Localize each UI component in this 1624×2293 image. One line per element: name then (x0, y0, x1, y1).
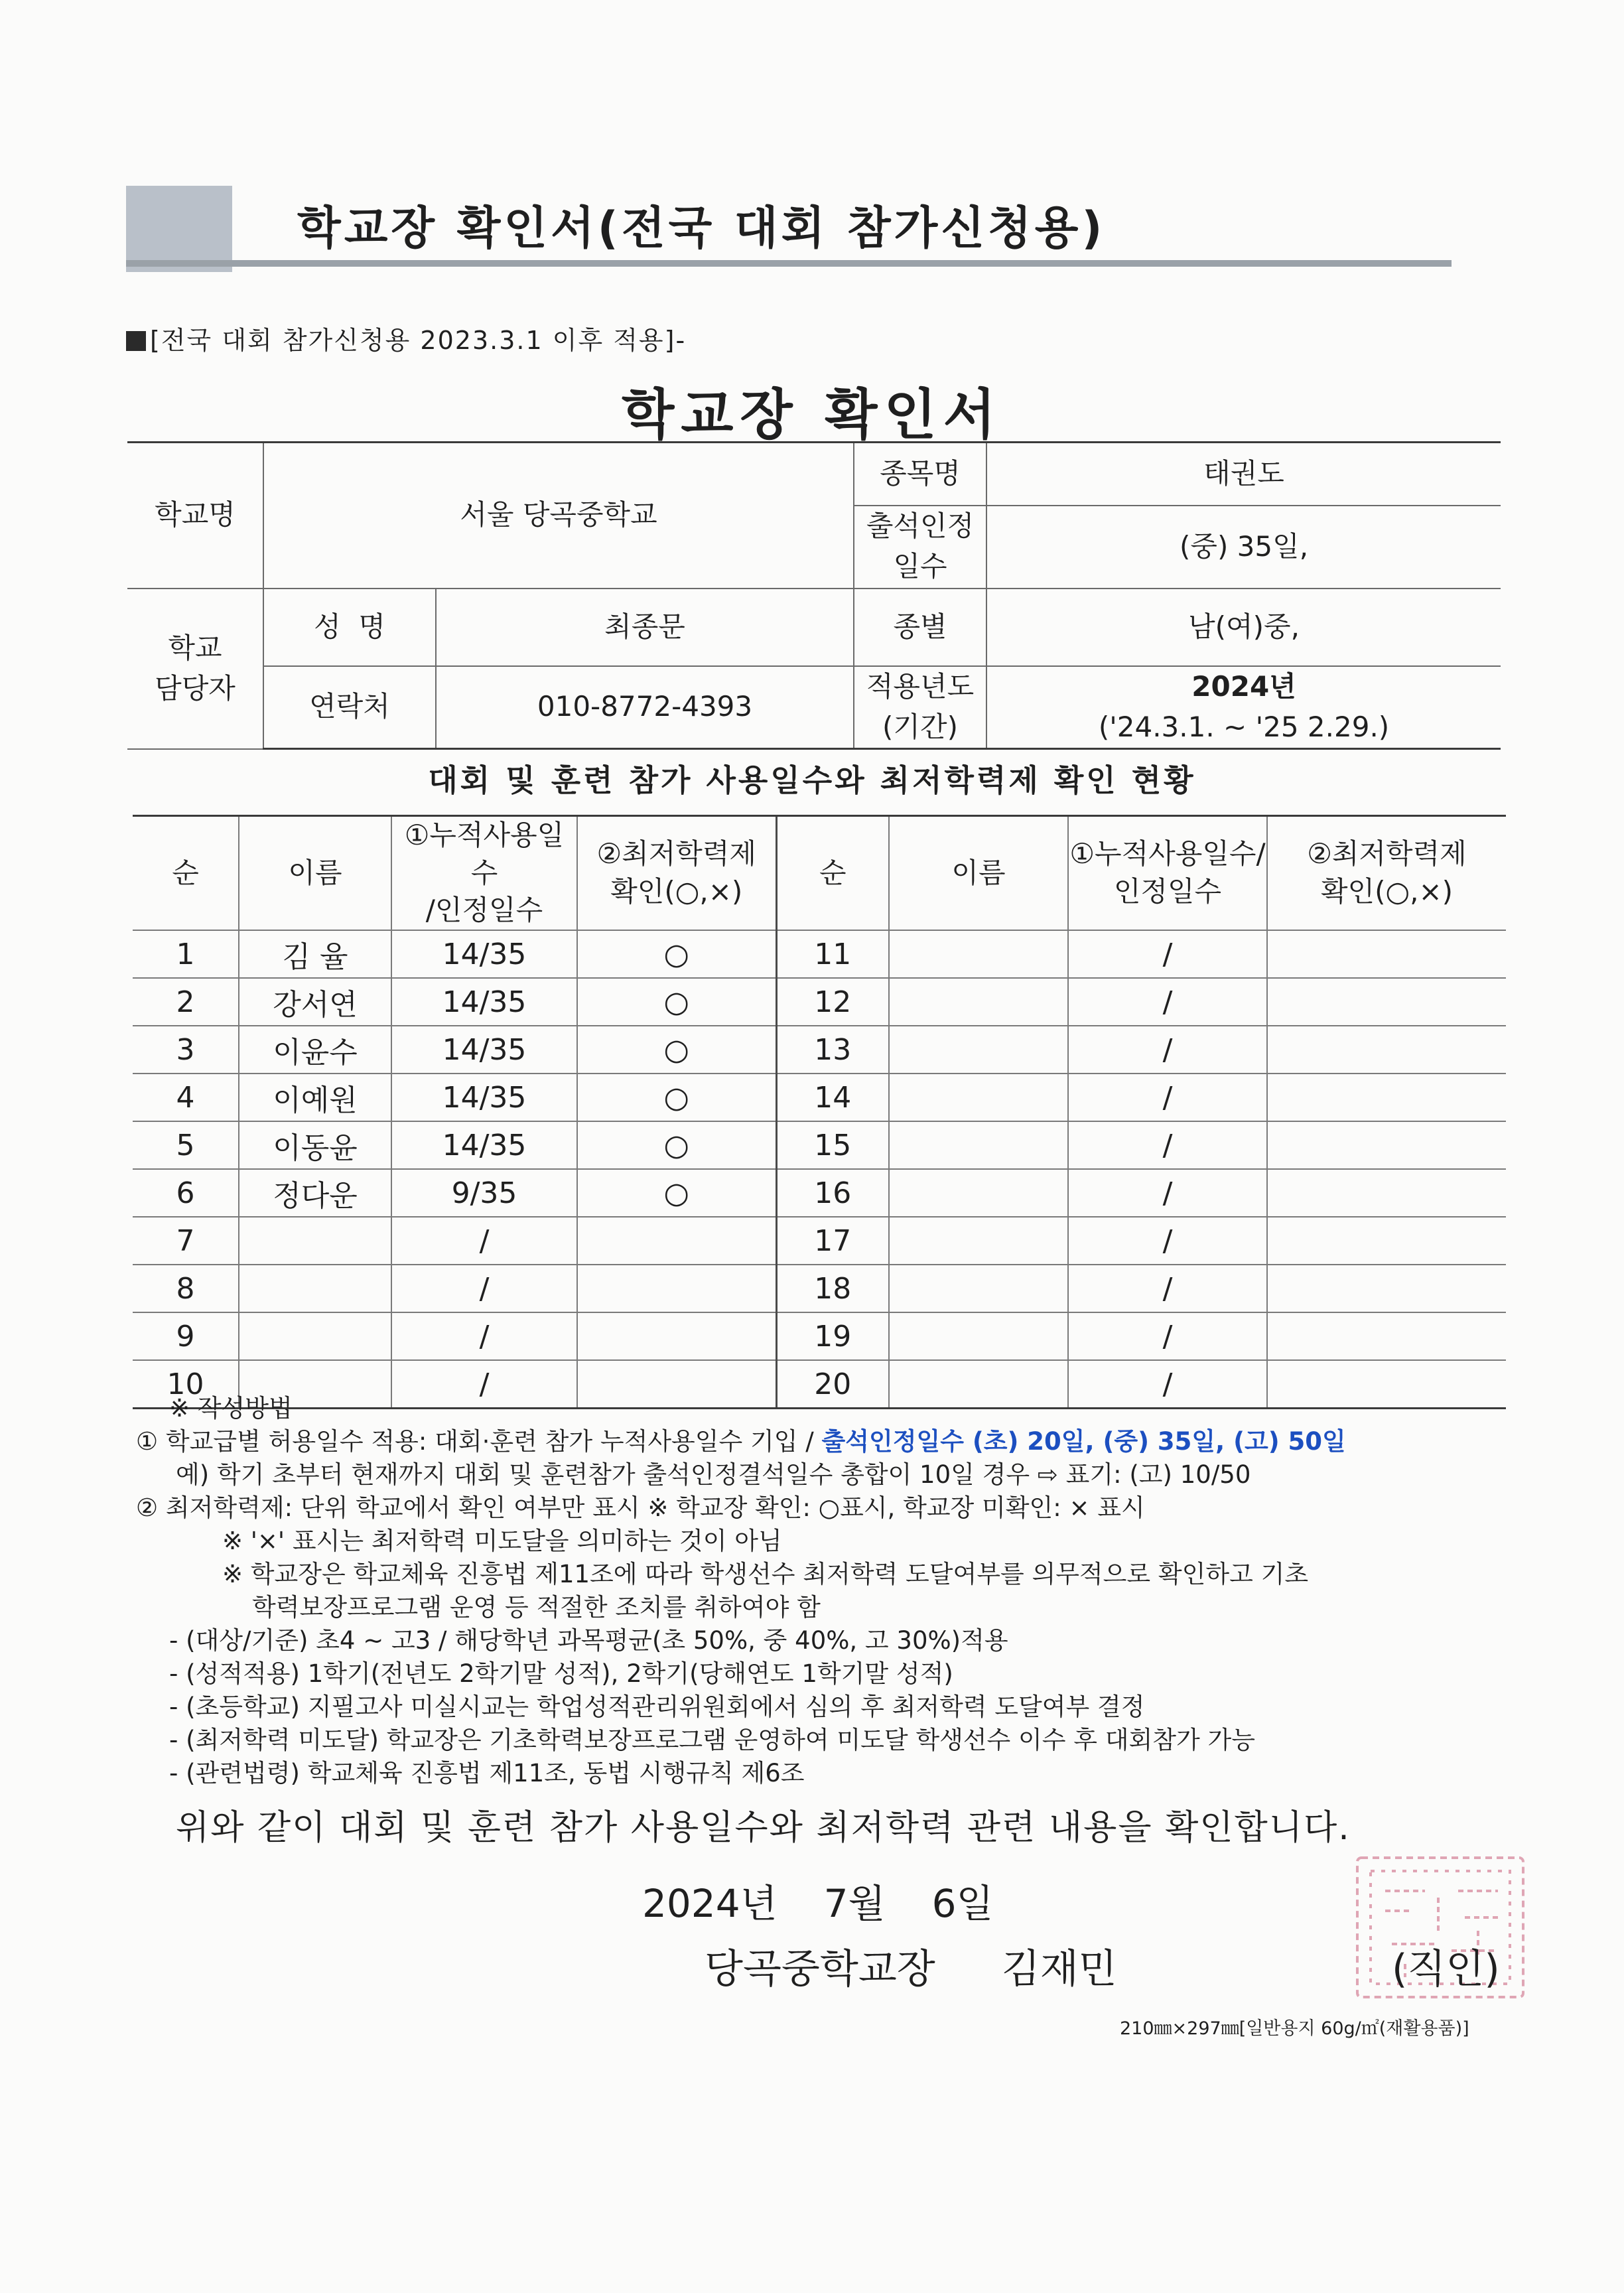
note-2-sub2b: 학력보장프로그램 운영 등 적절한 조치를 취하여야 함 (252, 1593, 821, 1622)
principal-name: 김재민 (1001, 1946, 1117, 1992)
header-name-right: 이름 (889, 816, 1068, 931)
table-row (133, 1265, 1506, 1312)
row-number-right: 13 (776, 1026, 889, 1074)
used-days-right: / (1068, 1312, 1267, 1360)
used-days: 9/35 (391, 1169, 577, 1217)
main-title: 학교장 확인서 (622, 383, 1002, 447)
year-label: 적용년도 (기간) (854, 666, 986, 749)
school-value: 서울 당곡중학교 (263, 443, 854, 589)
used-days-right: / (1068, 1121, 1267, 1169)
gender-value: 남(여)중, (986, 589, 1501, 666)
min-academic-check-right (1267, 1121, 1506, 1169)
student-name-right (889, 1169, 1068, 1217)
note-2: ② 최저학력제: 단위 학교에서 확인 여부만 표시 ※ 학교장 확인: ○표시, 학교장 미확인: × 표시 (136, 1494, 1145, 1522)
table-row (133, 1217, 1506, 1265)
student-name-right (889, 1265, 1068, 1312)
student-name (239, 1217, 391, 1265)
header-confirm: ②최저학력제 확인(○,×) (577, 816, 776, 931)
student-name: 강서연 (239, 978, 391, 1026)
contact-label: 연락처 (263, 666, 436, 749)
row-number: 7 (133, 1217, 239, 1265)
student-name-right (889, 930, 1068, 978)
row-number-right: 20 (776, 1360, 889, 1409)
row-number-right: 16 (776, 1169, 889, 1217)
student-name-right (889, 1074, 1068, 1121)
min-academic-check-right (1267, 1074, 1506, 1121)
used-days-right: / (1068, 1169, 1267, 1217)
attend-value: (중) 35일, (986, 506, 1501, 589)
subheading (126, 320, 686, 356)
allowed-days-highlight: 출석인정일수 (초) 20일, (중) 35일, (고) 50일 (821, 1427, 1346, 1456)
name-label: 성 명 (263, 589, 436, 666)
used-days: 14/35 (391, 1121, 577, 1169)
row-number-right: 17 (776, 1217, 889, 1265)
note-bullet-5: - (관련법령) 학교체육 진흥법 제11조, 동법 시행규칙 제6조 (169, 1759, 805, 1787)
used-days: / (391, 1360, 577, 1409)
row-number-right: 18 (776, 1265, 889, 1312)
row-number: 1 (133, 930, 239, 978)
min-academic-check-right (1267, 930, 1506, 978)
used-days-right: / (1068, 1026, 1267, 1074)
note-2-sub2: ※ 학교장은 학교체육 진흥법 제11조에 따라 학생선수 최저학력 도달여부를 의무적으로 확인하고 기초 (222, 1560, 1309, 1588)
min-academic-check-right (1267, 978, 1506, 1026)
header-name: 이름 (239, 816, 391, 931)
attend-label: 출석인정 일수 (854, 506, 986, 589)
notes (136, 1392, 1516, 1790)
student-name-right (889, 1121, 1068, 1169)
row-number-right: 12 (776, 978, 889, 1026)
table-row (133, 1312, 1506, 1360)
used-days-right: / (1068, 1360, 1267, 1409)
contact-value: 010-8772-4393 (436, 666, 854, 749)
student-name-right (889, 978, 1068, 1026)
manager-label: 학교 담당자 (127, 589, 263, 749)
student-name: 이윤수 (239, 1026, 391, 1074)
row-number: 6 (133, 1169, 239, 1217)
row-number: 8 (133, 1265, 239, 1312)
table-row (133, 930, 1506, 978)
min-academic-check: ○ (577, 1169, 776, 1217)
used-days: 14/35 (391, 978, 577, 1026)
student-name (239, 1312, 391, 1360)
min-academic-check: ○ (577, 930, 776, 978)
min-academic-check (577, 1217, 776, 1265)
row-number: 3 (133, 1026, 239, 1074)
student-name-right (889, 1217, 1068, 1265)
confirmation-statement: 위와 같이 대회 및 훈련 참가 사용일수와 최저학력 관련 내용을 확인합니다. (176, 1808, 1351, 1848)
min-academic-check (577, 1312, 776, 1360)
header-days-right: ①누적사용일수/ 인정일수 (1068, 816, 1267, 931)
row-number-right: 19 (776, 1312, 889, 1360)
row-number: 4 (133, 1074, 239, 1121)
table-row (133, 1026, 1506, 1074)
used-days-right: / (1068, 1217, 1267, 1265)
used-days: / (391, 1265, 577, 1312)
header-days: ①누적사용일수 /인정일수 (391, 816, 577, 931)
min-academic-check: ○ (577, 1121, 776, 1169)
used-days: 14/35 (391, 1026, 577, 1074)
school-label: 학교명 (127, 443, 263, 589)
used-days-right: / (1068, 1074, 1267, 1121)
gender-label: 종별 (854, 589, 986, 666)
min-academic-check: ○ (577, 1074, 776, 1121)
table-row (133, 1169, 1506, 1217)
document-date (642, 1872, 994, 1928)
row-number-right: 15 (776, 1121, 889, 1169)
student-name (239, 1265, 391, 1312)
used-days: 14/35 (391, 930, 577, 978)
info-table (127, 441, 1501, 750)
min-academic-check-right (1267, 1312, 1506, 1360)
student-name: 정다운 (239, 1169, 391, 1217)
min-academic-check-right (1267, 1217, 1506, 1265)
document-header-title: 학교장 확인서(전국 대회 참가신청용) (297, 202, 1106, 255)
used-days-right: / (1068, 978, 1267, 1026)
principal-signature (705, 1937, 1117, 1994)
date-month: 7월 (823, 1881, 886, 1926)
min-academic-check-right (1267, 1265, 1506, 1312)
row-number-right: 14 (776, 1074, 889, 1121)
paper-spec-footer: 210㎜×297㎜[일반용지 60g/㎡(재활용품)] (1120, 2018, 1469, 2039)
student-name-right (889, 1026, 1068, 1074)
table-row (133, 1121, 1506, 1169)
header-rule (126, 260, 1452, 267)
name-value: 최종문 (436, 589, 854, 666)
sport-value: 태권도 (986, 443, 1501, 506)
note-1-example: 예) 학기 초부터 현재까지 대회 및 훈련참가 출석인정결석일수 총합이 10일 경우 ⇨ 표기: (고) 10/50 (176, 1460, 1251, 1489)
student-name: 이동윤 (239, 1121, 391, 1169)
row-number-right: 11 (776, 930, 889, 978)
used-days-right: / (1068, 1265, 1267, 1312)
table-row (133, 1074, 1506, 1121)
note-bullet-1: - (대상/기준) 초4 ~ 고3 / 해당학년 과목평균(초 50%, 중 40%, 고 30%)적용 (169, 1626, 1008, 1655)
used-days: / (391, 1312, 577, 1360)
student-name-right (889, 1312, 1068, 1360)
note-bullet-2: - (성적적용) 1학기(전년도 2학기말 성적), 2학기(당해연도 1학기말 성적) (169, 1659, 953, 1688)
row-number: 5 (133, 1121, 239, 1169)
header-no: 순 (133, 816, 239, 931)
year-value: 2024년 ('24.3.1. ~ '25 2.29.) (986, 666, 1501, 749)
roster-table (133, 815, 1506, 1409)
header-decoration (126, 186, 232, 272)
min-academic-check-right (1267, 1026, 1506, 1074)
table-row (133, 978, 1506, 1026)
min-academic-check: ○ (577, 1026, 776, 1074)
row-number: 9 (133, 1312, 239, 1360)
min-academic-check-right (1267, 1169, 1506, 1217)
min-academic-check (577, 1265, 776, 1312)
used-days: 14/35 (391, 1074, 577, 1121)
row-number: 10 (133, 1360, 239, 1409)
student-name: 이예원 (239, 1074, 391, 1121)
note-bullet-3: - (초등학교) 지필고사 미실시교는 학업성적관리위원회에서 심의 후 최저학력 도달여부 결정 (169, 1693, 1145, 1721)
subheading-text: [전국 대회 참가신청용 2023.3.1 이후 적용]- (150, 326, 687, 355)
section-title: 대회 및 훈련 참가 사용일수와 최저학력제 확인 현황 (428, 762, 1196, 798)
note-1: ① 학교급별 허용일수 적용: 대회·훈련 참가 누적사용일수 기입 / 출석인정일수 (초) 20일, (중) 35일, (고) 50일 (136, 1427, 1346, 1456)
row-number: 2 (133, 978, 239, 1026)
square-bullet-icon (126, 331, 146, 351)
seal-label: (직인) (1392, 1946, 1500, 1992)
min-academic-check: ○ (577, 978, 776, 1026)
header-confirm-right: ②최저학력제 확인(○,×) (1267, 816, 1506, 931)
principal-title: 당곡중학교장 (705, 1946, 935, 1992)
note-2-sub1: ※ '×' 표시는 최저학력 미도달을 의미하는 것이 아님 (222, 1527, 782, 1555)
header-no-right: 순 (776, 816, 889, 931)
sport-label: 종목명 (854, 443, 986, 506)
used-days-right: / (1068, 930, 1267, 978)
notes-heading: ※ 작성방법 (169, 1394, 293, 1423)
note-bullet-4: - (최저학력 미도달) 학교장은 기초학력보장프로그램 운영하여 미도달 학생선수 이수 후 대회참가 가능 (169, 1726, 1256, 1754)
date-day: 6일 (931, 1881, 994, 1926)
used-days: / (391, 1217, 577, 1265)
student-name: 김 율 (239, 930, 391, 978)
date-year: 2024년 (642, 1881, 778, 1926)
